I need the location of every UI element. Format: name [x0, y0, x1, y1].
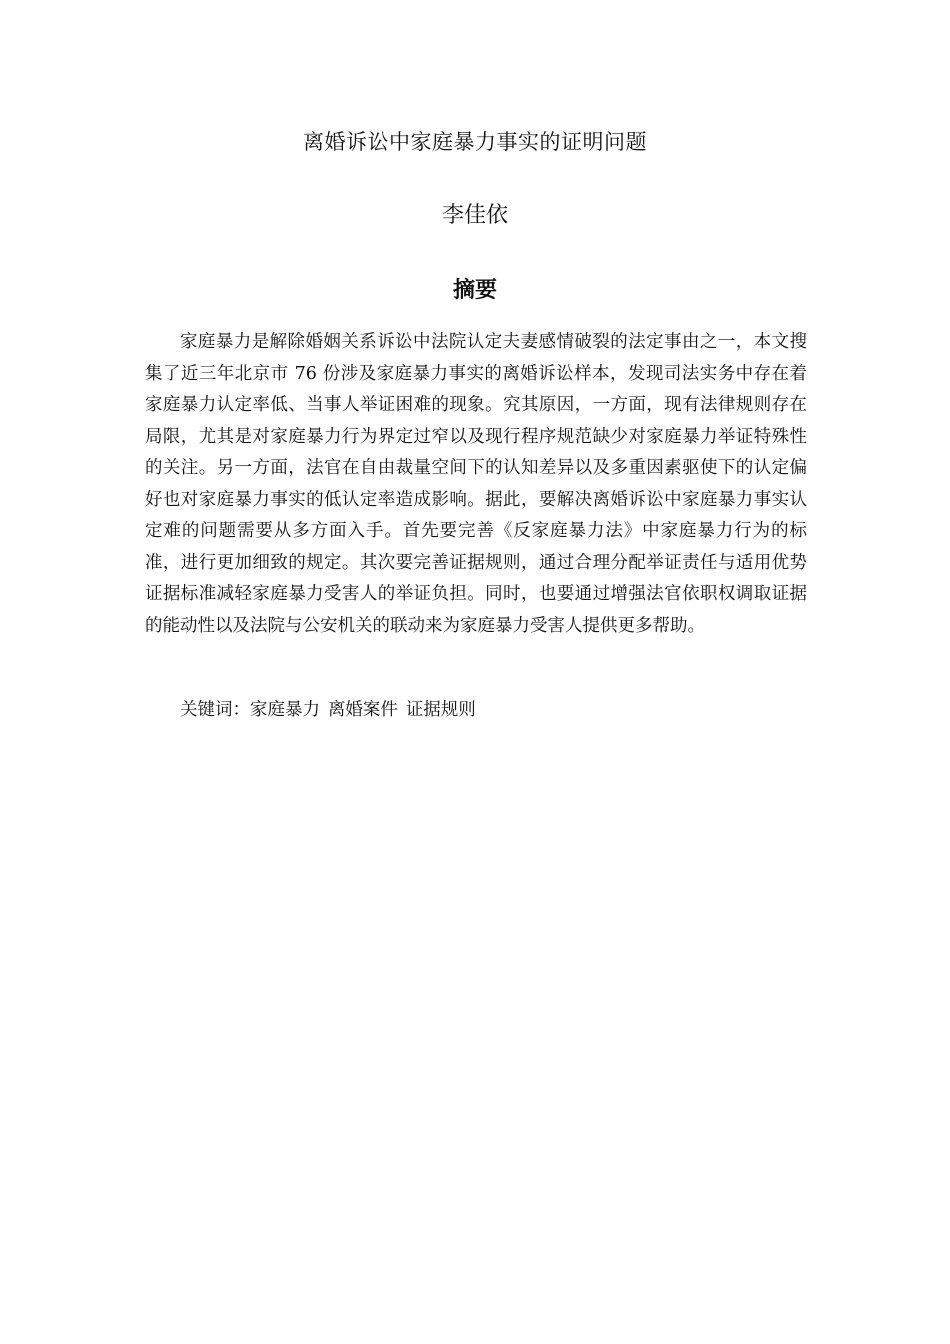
abstract-heading: 摘要: [452, 278, 497, 303]
abstract-paragraph: 家庭暴力是解除婚姻关系诉讼中法院认定夫妻感情破裂的法定事由之一，本文搜集了近三年北京市 76 份涉及家庭暴力事实的离婚诉讼样本，发现司法实务中存在着家庭暴力认定率低、当事人举证困难的现象。究其原因，一方面，现有法律规则存在局限，尤其是对家庭暴力行为界定过窄以及现行程序规范缺少对家庭暴力举证特殊性的关注。另一方面，法官在自由裁量空间下的认知差异以及多重因素驱使下的认定偏好也对家庭暴力事实的低认定率造成影响。据此，要解决离婚诉讼中家庭暴力事实认定难的问题需要从多方面入手。首先要完善《反家庭暴力法》中家庭暴力行为的标准，进行更加细致的规定。其次要完善证据规则，通过合理分配举证责任与适用优势证据标准减轻家庭暴力受害人的举证负担。同时，也要通过增强法官依职权调取证据的能动性以及法院与公安机关的联动来为家庭暴力受害人提供更多帮助。: [145, 332, 807, 636]
keyword-item: 离婚案件: [327, 700, 398, 720]
keyword-item: 证据规则: [405, 700, 476, 720]
keywords-line: [145, 695, 807, 726]
keywords-label: 关键词：: [180, 700, 250, 720]
paper-title: 离婚诉讼中家庭暴力事实的证明问题: [303, 130, 647, 154]
keyword-item: 家庭暴力: [250, 700, 320, 720]
author-name: 李佳依: [441, 203, 508, 228]
